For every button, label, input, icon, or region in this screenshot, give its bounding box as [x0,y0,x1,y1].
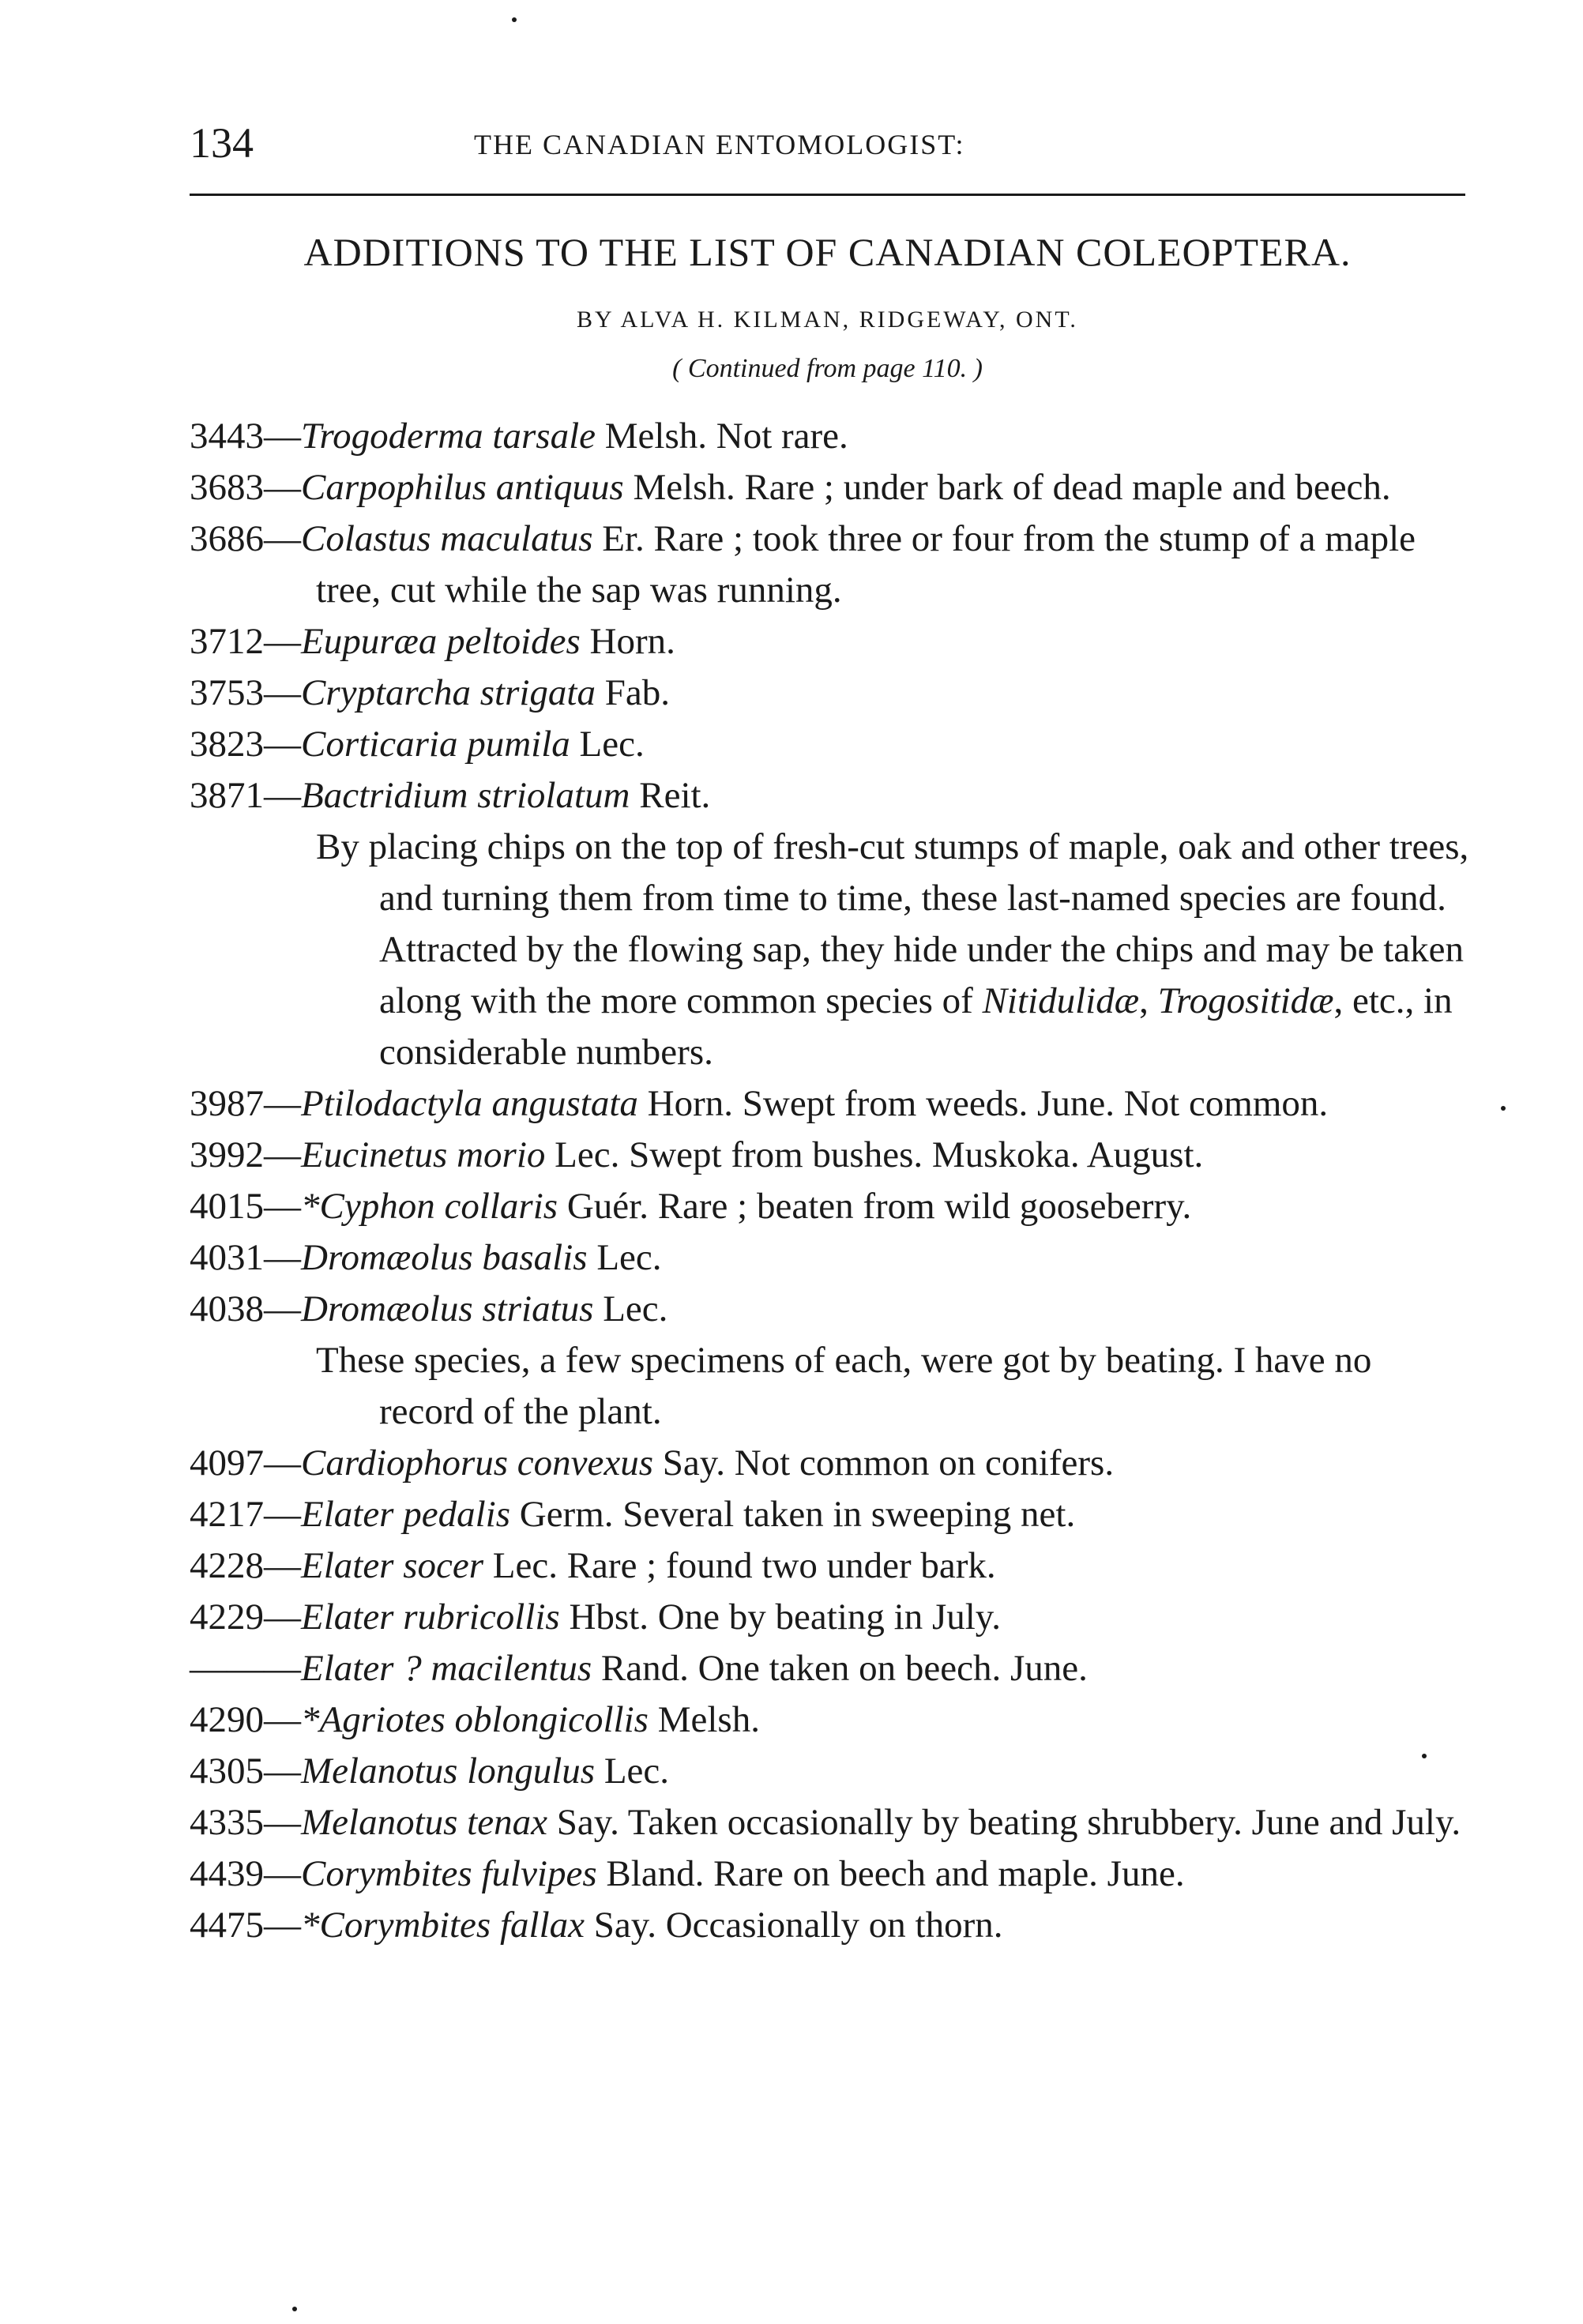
stray-mark [1501,1106,1506,1111]
byline: BY ALVA H. KILMAN, RIDGEWAY, ONT. [577,306,1078,333]
species-entry [190,667,1469,719]
catalog-number: 3443— [190,416,301,457]
species-name: Eupuræa peltoides [301,621,581,662]
entry-details: Melsh. [648,1699,760,1740]
stray-mark [512,17,517,22]
stray-mark [1422,1754,1427,1758]
species-list [190,411,1469,1951]
catalog-number: 4439— [190,1853,301,1894]
species-entry [190,719,1469,770]
species-entry [190,1130,1469,1181]
species-name: Elater rubricollis [301,1596,560,1638]
catalog-number: 4305— [190,1751,301,1792]
species-name: Cardiophorus convexus [301,1442,654,1484]
species-name: Bactridium striolatum [301,775,630,816]
entry-details: Say. Not common on conifers. [653,1442,1115,1484]
entry-details: Say. Occasionally on thorn. [585,1905,1003,1946]
continued-note: ( Continued from page 110. ) [672,354,983,383]
entry-details: Fab. [595,672,670,713]
species-name: Carpophilus antiquus [301,467,624,508]
catalog-number: 4031— [190,1237,301,1278]
species-entry [190,1592,1469,1643]
catalog-number: 4290— [190,1699,301,1740]
species-name: *Cyphon collaris [301,1186,558,1227]
entry-details: Horn. [580,621,675,662]
species-entry [190,513,1469,616]
catalog-number: 4097— [190,1442,301,1484]
species-entry [190,411,1469,462]
catalog-number: 4229— [190,1596,301,1638]
species-name: Cryptarcha strigata [301,672,596,713]
note-text: By placing chips on the top of fresh-cut stumps of maple, oak and other trees, and turning them from time to time, these last-named species are found. Attracted by the flowing sap, they hide under the chips and may be taken along with the more common species of [316,826,1469,1021]
catalog-number: 4217— [190,1494,301,1535]
entry-details: Lec. [595,1751,670,1792]
entry-details: Reit. [630,775,711,816]
entry-details: Lec. [570,724,645,765]
species-name: Elater pedalis [301,1494,510,1535]
note-text: , etc., in considerable numbers. [379,980,1453,1073]
entry-details: Lec. [587,1237,662,1278]
species-name: Ptilodactyla angustata [301,1083,638,1124]
species-entry [190,1489,1469,1540]
species-name: Corticaria pumila [301,724,570,765]
entry-note [190,1335,1469,1438]
catalog-number: 3871— [190,775,301,816]
species-name: Corymbites fulvipes [301,1853,597,1894]
entry-note [190,822,1469,1078]
species-name: Melanotus longulus [301,1751,596,1792]
species-entry [190,462,1469,513]
catalog-number: ——— [190,1648,301,1689]
species-entry [190,1746,1469,1797]
running-head: THE CANADIAN ENTOMOLOGIST: [474,129,965,160]
species-entry [190,1797,1469,1848]
species-entry [190,616,1469,667]
catalog-number: 4228— [190,1545,301,1586]
catalog-number: 3823— [190,724,301,765]
catalog-number: 4475— [190,1905,301,1946]
entry-details: Rand. One taken on beech. June. [592,1648,1088,1689]
catalog-number: 3992— [190,1134,301,1175]
species-entry [190,1900,1469,1951]
species-name: Eucinetus morio [301,1134,546,1175]
note-text: These species, a few specimens of each, were got by beating. I have no record of the plant. [316,1340,1372,1432]
species-entry [190,1438,1469,1489]
species-entry [190,1694,1469,1746]
entry-details: Er. Rare ; took three or four from the stump of a maple tree, cut while the sap was running. [316,518,1416,611]
species-entry [190,770,1469,822]
catalog-number: 3753— [190,672,301,713]
family-name: Nitidulidæ [982,980,1140,1021]
entry-details: Bland. Rare on beech and maple. June. [596,1853,1185,1894]
species-name: *Agriotes oblongicollis [301,1699,649,1740]
catalog-number: 3987— [190,1083,301,1124]
entry-details: Lec. Swept from bushes. Muskoka. August. [545,1134,1204,1175]
page-number: 134 [190,119,254,167]
entry-details: Horn. Swept from weeds. June. Not common. [637,1083,1329,1124]
species-name: Dromæolus basalis [301,1237,588,1278]
species-name: Melanotus tenax [301,1802,547,1843]
entry-details: Germ. Several taken in sweeping net. [510,1494,1076,1535]
entry-details: Melsh. Rare ; under bark of dead maple and beech. [623,467,1391,508]
entry-details: Say. Taken occasionally by beating shrubbery. June and July. [547,1802,1461,1843]
catalog-number: 3683— [190,467,301,508]
catalog-number: 4038— [190,1288,301,1329]
entry-details: Melsh. Not rare. [596,416,848,457]
species-entry [190,1848,1469,1900]
family-name: Trogositidæ [1157,980,1334,1021]
species-entry [190,1540,1469,1592]
species-name: Trogoderma tarsale [301,416,596,457]
species-entry [190,1078,1469,1130]
species-entry [190,1181,1469,1232]
catalog-number: 3712— [190,621,301,662]
catalog-number: 4335— [190,1802,301,1843]
catalog-number: 4015— [190,1186,301,1227]
species-name: Elater ? macilentus [301,1648,592,1689]
stray-mark [292,2307,297,2311]
species-entry [190,1284,1469,1335]
entry-details: Hbst. One by beating in July. [559,1596,1001,1638]
entry-details: Lec. Rare ; found two under bark. [483,1545,996,1586]
article-title: ADDITIONS TO THE LIST OF CANADIAN COLEOPTERA. [303,230,1352,274]
entry-details: Lec. [593,1288,668,1329]
species-entry [190,1643,1469,1694]
species-entry [190,1232,1469,1284]
species-name: Elater socer [301,1545,484,1586]
entry-details: Guér. Rare ; beaten from wild gooseberry. [558,1186,1192,1227]
header-rule [190,194,1465,196]
note-text: , [1139,980,1158,1021]
species-name: Colastus maculatus [301,518,593,559]
species-name: Dromæolus striatus [301,1288,594,1329]
catalog-number: 3686— [190,518,301,559]
species-name: *Corymbites fallax [301,1905,585,1946]
